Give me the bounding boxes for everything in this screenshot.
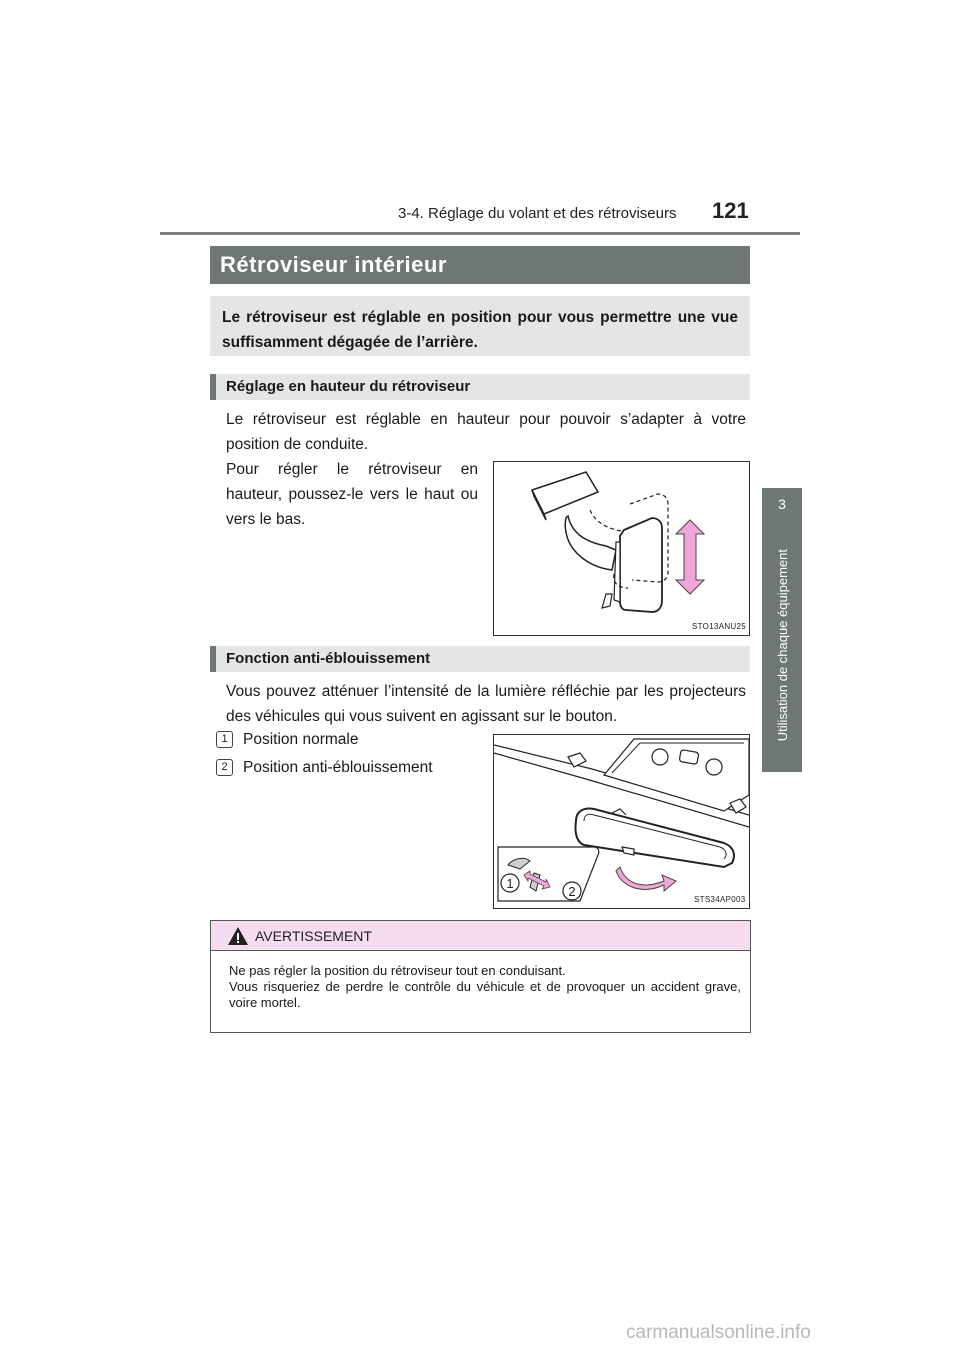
warning-line-1: Ne pas régler la position du rétroviseur tout en conduisant. — [229, 963, 566, 978]
warning-header — [211, 921, 750, 951]
section-heading-height: Réglage en hauteur du rétroviseur — [210, 374, 750, 400]
header-divider — [160, 232, 800, 235]
number-badge-1: 1 — [216, 731, 233, 748]
chapter-label: Utilisation de chaque équipement — [774, 548, 790, 742]
page-title: Rétroviseur intérieur — [210, 246, 750, 284]
warning-line-2: Vous risqueriez de perdre le contrôle du véhicule et de provoquer un accident grave, voire mortel. — [229, 979, 741, 1010]
antiglare-figure — [493, 734, 750, 909]
warning-body — [229, 963, 741, 1011]
mirror-height-figure — [493, 461, 750, 636]
list-item-normal — [216, 731, 476, 751]
warning-triangle-icon — [227, 926, 249, 946]
header-section-title: 3-4. Réglage du volant et des rétroviseurs — [398, 205, 677, 222]
antiglare-paragraph: Vous pouvez atténuer l’intensité de la lumière réfléchie par les projecteurs des véhicules qui vous suivent en agissant sur le bouton. — [226, 683, 746, 725]
section-heading-antiglare: Fonction anti-éblouissement — [210, 646, 750, 672]
mirror-height-illustration — [494, 462, 749, 635]
intro-text: Le rétroviseur est réglable en position pour vous permettre une vue suffisamment dégagée de l’arrière. — [210, 296, 750, 356]
figure-code: STS34AP003 — [694, 895, 746, 904]
number-badge-2: 2 — [216, 759, 233, 776]
list-item-antiglare — [216, 759, 476, 779]
warning-title: AVERTISSEMENT — [255, 928, 372, 944]
chapter-number: 3 — [778, 496, 786, 512]
list-label-normal: Position normale — [243, 731, 359, 748]
figure-label-2: 2 — [568, 884, 576, 899]
watermark: carmanualsonline.info — [626, 1322, 811, 1343]
height-paragraph-2: Pour régler le rétroviseur en hauteur, poussez-le vers le haut ou vers le bas. — [226, 461, 478, 528]
page-number: 121 — [712, 198, 749, 223]
warning-box — [210, 920, 751, 1033]
list-label-antiglare: Position anti-éblouissement — [243, 759, 433, 776]
chapter-label-container — [762, 520, 802, 770]
figure-code: STO13ANU25 — [692, 622, 746, 631]
figure-label-1: 1 — [506, 876, 514, 891]
antiglare-illustration — [494, 735, 749, 908]
height-paragraph-1: Le rétroviseur est réglable en hauteur pour pouvoir s’adapter à votre position de conduite. — [226, 411, 746, 453]
